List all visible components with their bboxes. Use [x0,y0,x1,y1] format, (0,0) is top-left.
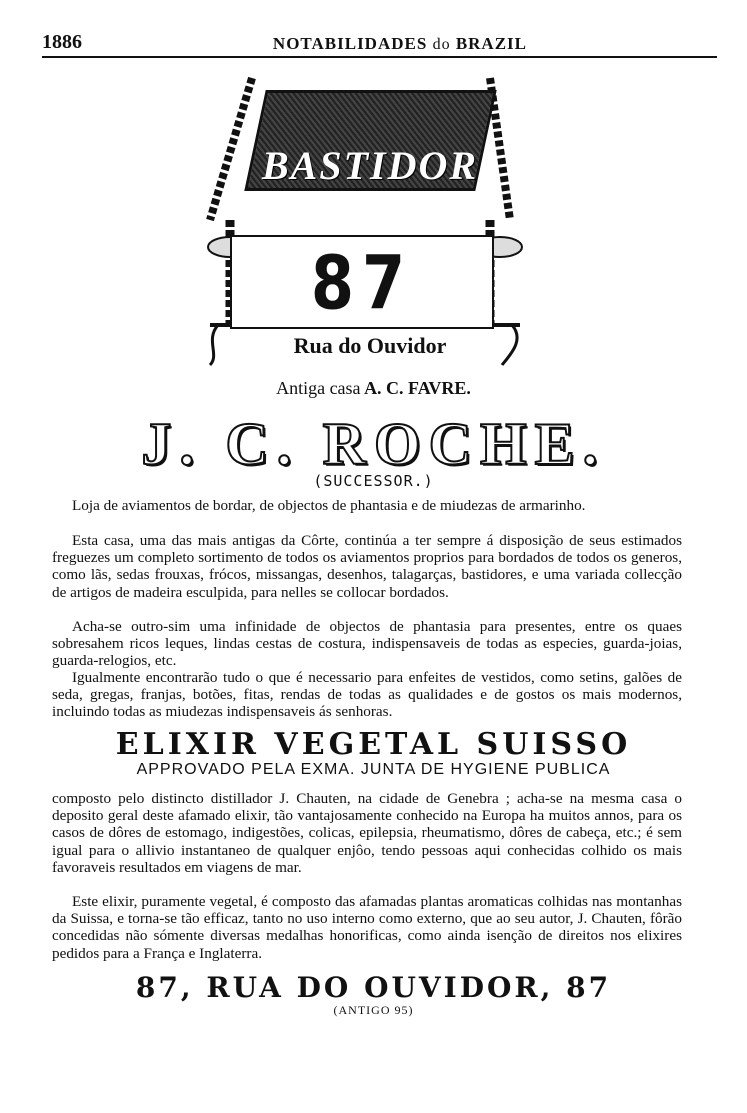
running-title-country: BRAZIL [455,34,527,53]
running-title-main: NOTABILIDADES [272,34,428,53]
page-number: 1886 [42,31,82,53]
body-paragraph: Igualmente encontrarão tudo o que é necessario para enfeites de vestidos, como setins, galões de seda, gregas, franjas, botões, fitas, rendas de todas as qualidades e de gostos os mais modernos, incluindo todas as miudezas indispensaveis ás senhoras. [52,669,682,721]
bastidor-sign-text: BASTIDOR [261,143,479,188]
street-label: Rua do Ouvidor [293,333,447,358]
footer-former-number: (ANTIGO 95) [333,1003,414,1017]
body-paragraph: Acha-se outro-sim uma infinidade de objectos de phantasia para presentes, entre os quaes sobresahem ricos leques, lindas cestas de costura, indispensaveis de todas as especies, guarda-joias, guarda-relogios, etc. [52,618,682,670]
successor-label: (SUCCESSOR.) [313,472,434,490]
house-number-box [230,235,494,329]
bastidor-emblem [190,70,550,370]
former-firm-name: A. C. FAVRE. [364,378,471,398]
firm-name: J. C. ROCHE. [141,411,606,477]
frame-left-rod [210,78,252,220]
page-header [42,28,717,58]
former-firm-label: Antiga casa [276,378,361,398]
former-firm-line [0,378,747,399]
elixir-title: ELIXIR VEGETAL SUISSO [115,727,632,762]
house-number: 87 [310,238,414,326]
running-title [273,34,527,54]
body-paragraph: Loja de aviamentos de bordar, de objectos de phantasia e de miudezas de armarinho. [72,497,586,514]
elixir-paragraph: composto pelo distincto distillador J. Chauten, na cidade de Genebra ; acha-se na mesma casa o deposito geral deste afamado elixir, tão vantajosamente conhecido na Europa ha muitos annos, para os casos de dôres de estomago, indigestões, colicas, epilepsia, rheumatismo, dôres de cabeça, etc.; é sem igual para o allivio instantaneo de qualquer enjôo, tendo pessoas aqui conhecidas colhido os mais favoraveis resultados em viagens de mar. [52,790,682,876]
body-paragraph: Esta casa, uma das mais antigas da Côrte, continúa a ter sempre á disposição de seus estimados freguezes um completo sortimento de todos os aviamentos proprios para bordados de todos os generos, como lãs, sedas frouxas, frócos, missangas, desenhos, talagarças, bastidores, e uma variada collecção de artigos de madeira esculpida, para nelles se collocar bordados. [52,532,682,601]
elixir-paragraph: Este elixir, puramente vegetal, é composto das afamadas plantas aromaticas colhidas nas montanhas da Suissa, e torna-se tão efficaz, tanto no uso interno como externo, que ao seu autor, J. Chauten, fôrão concedidas não sómente diversas medalhas honorificas, como ainda isenção de direitos nos elixires pedidos para a França e Inglaterra. [52,893,682,962]
footer-address: 87, RUA DO OUVIDOR, 87 [135,971,612,1004]
running-title-of: do [432,36,451,53]
approval-line: APPROVADO PELA EXMA. JUNTA DE HYGIENE PUBLICA [136,761,611,778]
